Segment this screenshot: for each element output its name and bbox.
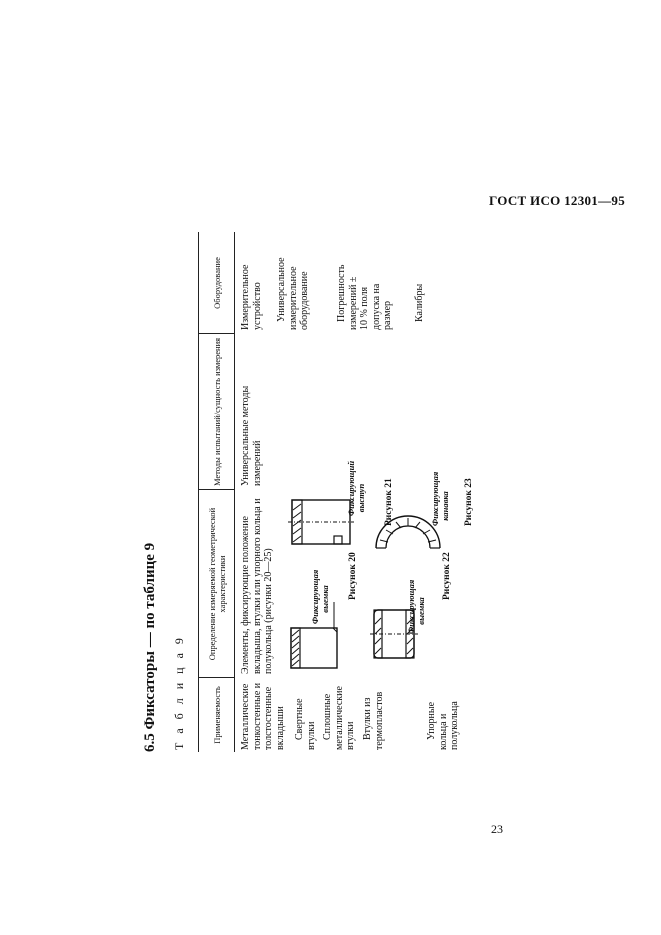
- applicability-thrust-rings: Упорные кольца и полукольца: [426, 701, 460, 750]
- header-applicability: Применяемость: [212, 686, 222, 744]
- table-9: [198, 232, 482, 752]
- table-caption: Т а б л и ц а 9: [172, 635, 186, 750]
- figure-23-label: Фиксирующая канавка: [430, 471, 450, 526]
- header-definition: Определение измеряемой геометрической характеристики: [207, 507, 227, 661]
- figure-23-caption: Рисунок 23: [464, 478, 474, 526]
- figure-22-caption: Рисунок 22: [442, 552, 452, 600]
- applicability-thermoplastic: Втулки из термопластов: [362, 691, 385, 750]
- equipment-measuring-device: Измерительное устройство: [240, 264, 263, 330]
- figure-21-caption: Рисунок 21: [384, 478, 394, 526]
- rotated-table-block: [142, 232, 482, 752]
- figure-21-label: Фиксирующий выступ: [346, 460, 366, 516]
- figure-22-label: Фиксирующая выемка: [406, 579, 426, 634]
- applicability-solid-bushes: Сплошные металлические втулки: [322, 686, 356, 750]
- table-top-rule: [198, 232, 199, 752]
- equipment-gauges: Калибры: [414, 283, 425, 322]
- header-method: Методы испытаний/сущность измерения: [212, 337, 222, 487]
- header-equipment: Оборудование: [212, 257, 222, 309]
- figure-20-caption: Рисунок 20: [348, 552, 358, 600]
- definition-text: Элементы, фиксирующие положение вкладыша, втулки или упорного кольца и полукольца (рисунки 20—25): [240, 498, 274, 674]
- applicability-wrapped-bushes: Свертные втулки: [294, 698, 317, 750]
- method-text: Универсальные методы измерений: [240, 385, 263, 486]
- equipment-universal: Универсальное измерительное оборудование: [276, 257, 310, 330]
- applicability-bearings: Металлические тонкостенные и толстостенные вкладыши: [240, 682, 286, 750]
- section-title: 6.5 Фиксаторы — по таблице 9: [142, 542, 158, 752]
- table-header-rule: [234, 232, 235, 752]
- equipment-accuracy: Погрешность измерений ± 10 % поля допуска на размер: [336, 264, 393, 330]
- page-number: 23: [491, 822, 503, 836]
- column-divider: [198, 489, 234, 490]
- standard-number: ГОСТ ИСО 12301—95: [489, 193, 625, 208]
- figure-20-label: Фиксирующая выемка: [310, 569, 330, 624]
- column-divider: [198, 333, 234, 334]
